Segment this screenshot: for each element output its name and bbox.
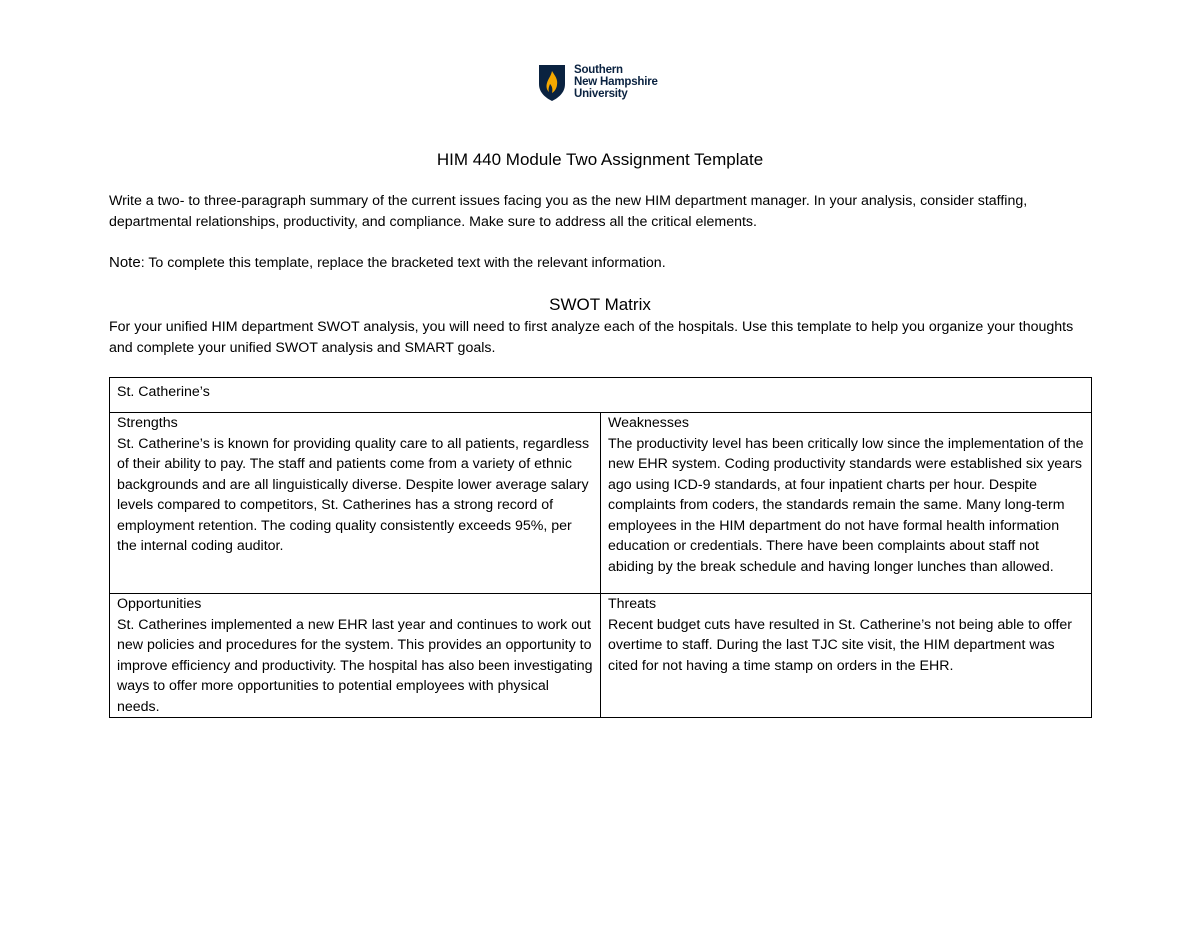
opportunities-body: St. Catherines implemented a new EHR last year and continues to work out new policies and procedures for the system. This provides an opportunity to improve efficiency and productivity. The hospital has also been investigating ways to offer more opportunities to potential employees with physical needs. <box>117 616 593 715</box>
opportunities-title: Opportunities <box>117 596 202 612</box>
threats-cell <box>601 594 1092 718</box>
intro-paragraph: Write a two- to three-paragraph summary of the current issues facing you as the new HIM department manager. In your analysis, consider staffing, departmental relationships, productivity, and compliance. Make sure to address all the critical elements. <box>109 193 1028 230</box>
strengths-cell <box>110 413 601 594</box>
page-title: HIM 440 Module Two Assignment Template <box>436 150 764 169</box>
shield-icon <box>538 64 566 102</box>
threats-title: Threats <box>608 596 657 612</box>
wordmark-line: Southern <box>574 64 623 76</box>
table-header-row <box>110 378 1092 413</box>
strengths-title: Strengths <box>117 415 178 431</box>
note-text: : To complete this template, replace the bracketed text with the relevant information. <box>140 255 666 271</box>
weaknesses-cell <box>601 413 1092 594</box>
wordmark-line: University <box>574 88 628 100</box>
weaknesses-title: Weaknesses <box>608 415 689 431</box>
swot-table <box>109 377 1092 718</box>
table-row <box>110 594 1092 718</box>
hospital-name-cell: St. Catherine’s <box>110 378 1092 413</box>
swot-heading: SWOT Matrix <box>549 295 651 314</box>
university-wordmark <box>574 64 658 100</box>
swot-intro-paragraph: For your unified HIM department SWOT analysis, you will need to first analyze each of the hospitals. Use this template to help you organize your thoughts and complete your unified SWOT analysis and SMART goals. <box>109 319 1074 356</box>
strengths-body: St. Catherine’s is known for providing quality care to all patients, regardless of their ability to pay. The staff and patients come from a variety of ethnic backgrounds and are all linguistically diverse. Despite lower average salary levels compared to competitors, St. Catherines has a strong record of employment retention. The coding quality consistently exceeds 95%, per the internal coding auditor. <box>117 435 590 554</box>
note-label: Note <box>109 254 141 271</box>
weaknesses-body: The productivity level has been critically low since the implementation of the new EHR system. Coding productivity standards were established six years ago using ICD-9 standards, at four inpatient charts per hour. Despite complaints from coders, the standards remain the same. Many long-term employees in the HIM department do not have formal health information education or credentials. There have been complaints about staff not abiding by the break schedule and having longer lunches than allowed. <box>608 435 1084 575</box>
opportunities-cell <box>110 594 601 718</box>
threats-body: Recent budget cuts have resulted in St. Catherine’s not being able to offer overtime to staff. During the last TJC site visit, the HIM department was cited for not having a time stamp on orders in the EHR. <box>608 616 1073 674</box>
wordmark-line: New Hampshire <box>574 76 658 88</box>
snhu-logo <box>538 64 658 102</box>
table-row <box>110 413 1092 594</box>
note-paragraph <box>109 252 1099 274</box>
